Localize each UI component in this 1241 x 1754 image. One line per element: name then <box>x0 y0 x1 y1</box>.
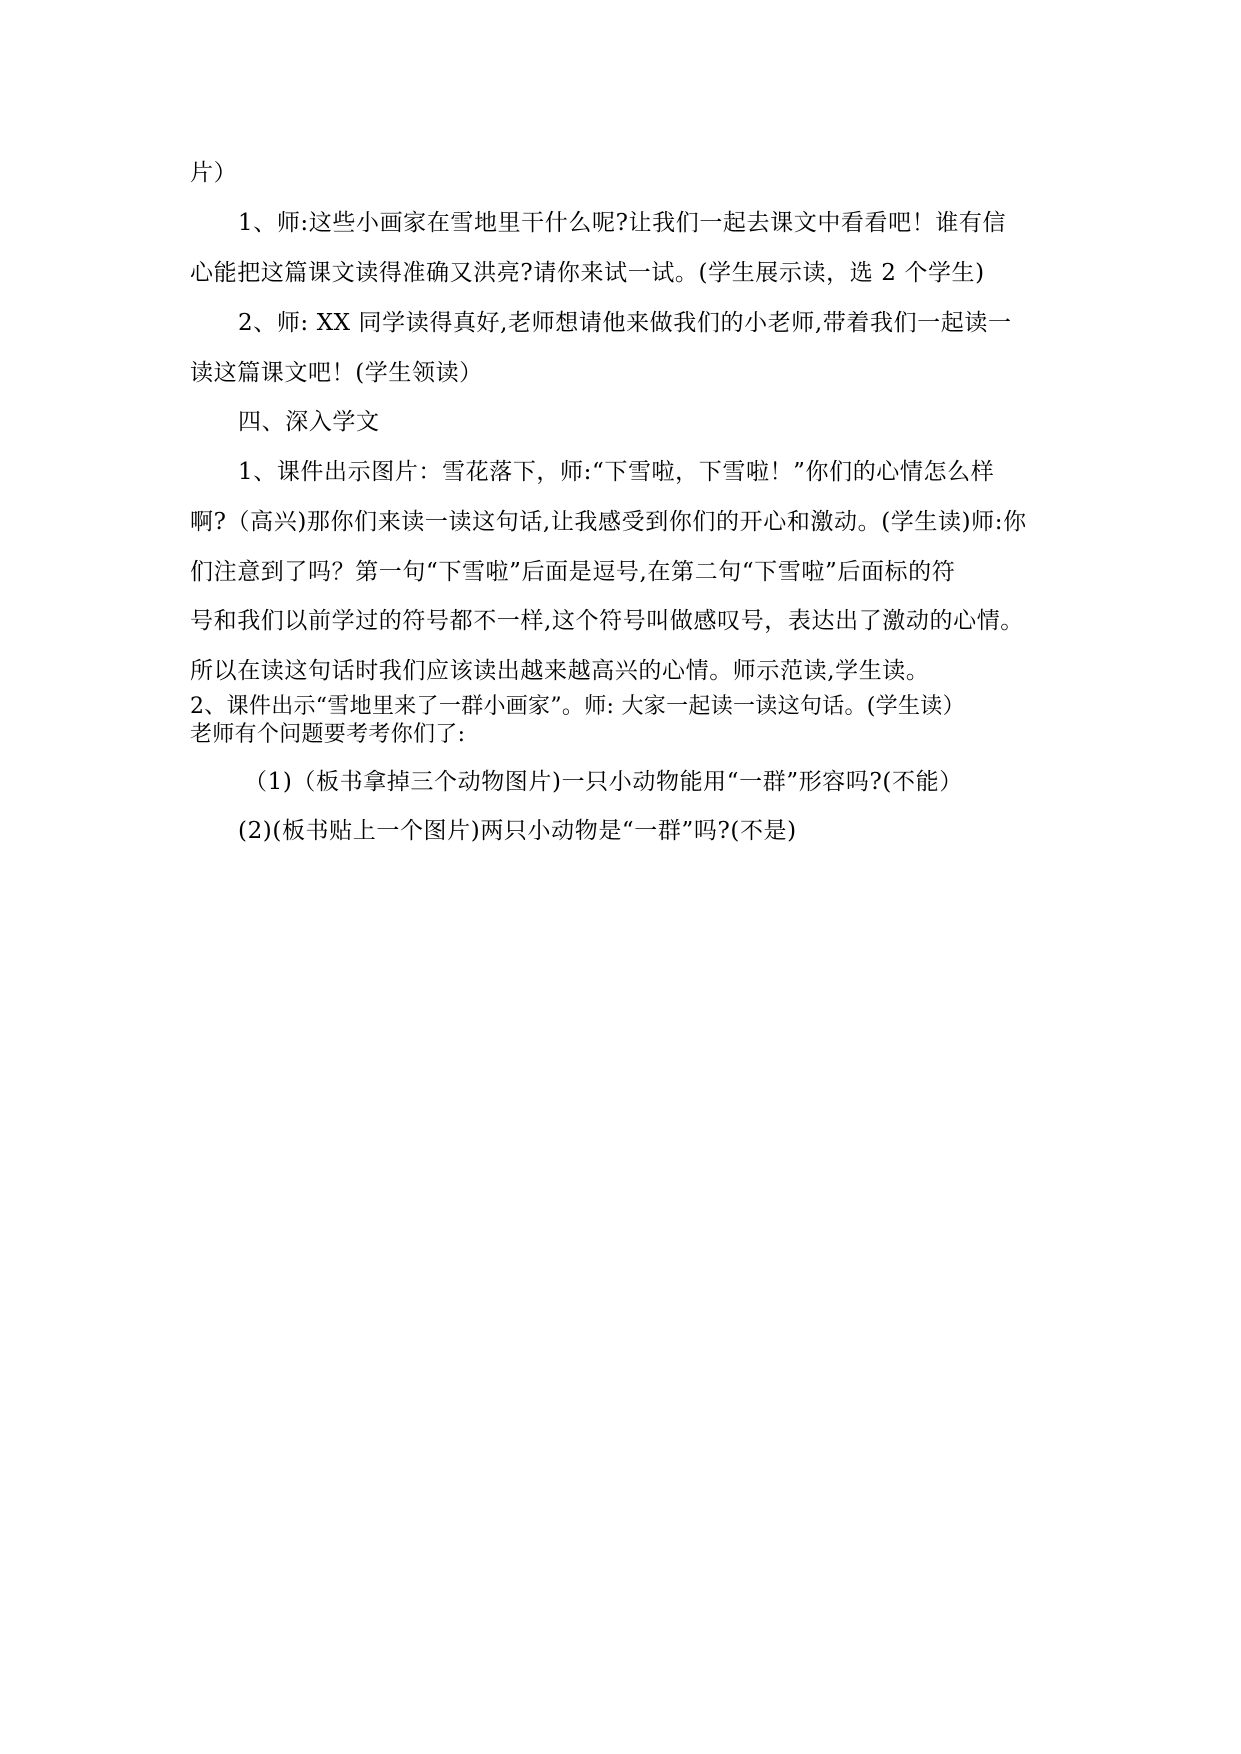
text-line-15: (2)(板书贴上一个图片)两只小动物是“一群”吗?(不是) <box>238 818 797 844</box>
text-line-4: 2、师: XX 同学读得真好,老师想请他来做我们的小老师,带着我们一起读一 <box>238 310 1012 336</box>
text-line-5: 读这篇课文吧！(学生领读） <box>190 360 483 386</box>
text-line-14: （1)（板书拿掉三个动物图片)一只小动物能用“一群”形容吗?(不能） <box>244 769 963 795</box>
text-line-10: 号和我们以前学过的符号都不一样,这个符号叫做感叹号，表达出了激动的心情。 <box>190 608 1024 634</box>
text-line-2: 1、师:这些小画家在雪地里干什么呢?让我们一起去课文中看看吧！谁有信 <box>238 210 1007 236</box>
text-line-8: 啊?（高兴)那你们来读一读这句话,让我感受到你们的开心和激动。(学生读)师:你 <box>190 509 1027 535</box>
section-heading: 四、深入学文 <box>238 409 380 435</box>
text-line-3: 心能把这篇课文读得准确又洪亮?请你来试一试。(学生展示读，选 2 个学生) <box>190 260 985 286</box>
text-line-9: 们注意到了吗？第一句“下雪啦”后面是逗号,在第二句“下雪啦”后面标的符 <box>190 559 956 585</box>
text-line-11: 所以在读这句话时我们应该读出越来越高兴的心情。师示范读,学生读。 <box>190 658 930 684</box>
text-line-1: 片） <box>190 160 238 186</box>
text-line-7: 1、课件出示图片：雪花落下，师:“下雪啦，下雪啦！”你们的心情怎么样 <box>238 459 995 485</box>
text-line-12: 2、课件出示“雪地里来了一群小画家”。师: 大家一起读一读这句话。(学生读） <box>190 694 965 719</box>
text-line-13: 老师有个问题要考考你们了: <box>190 722 466 747</box>
